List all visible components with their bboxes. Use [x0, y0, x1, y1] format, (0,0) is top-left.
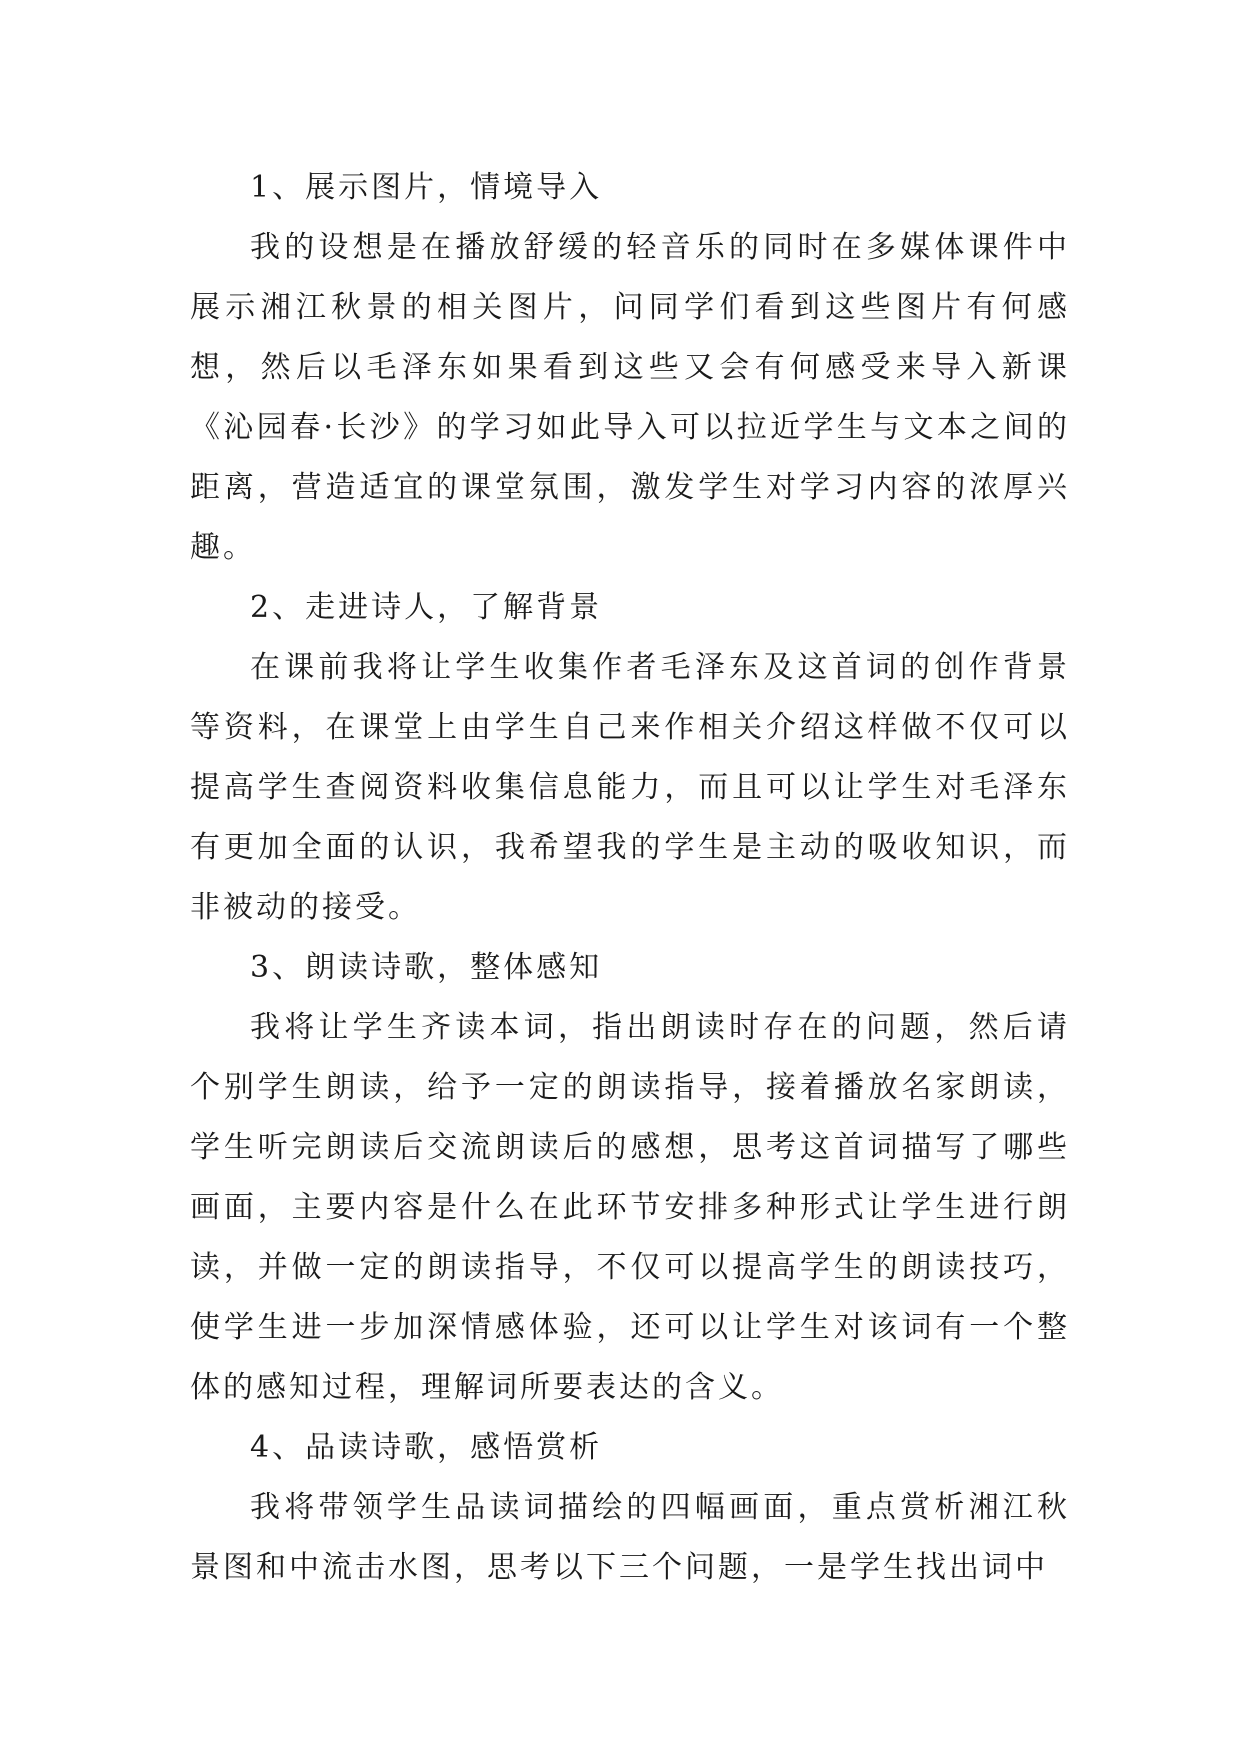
section-heading-2: 2、走进诗人，了解背景 [250, 590, 603, 625]
section-heading-4: 4、品读诗歌，感悟赏析 [250, 1430, 603, 1465]
section-heading-1: 1、展示图片，情境导入 [250, 170, 603, 205]
section-heading-3: 3、朗读诗歌，整体感知 [250, 950, 603, 985]
body-paragraph-4: 我将带领学生品读词描绘的四幅画面，重点赏析湘江秋景图和中流击水图，思考以下三个问题，一是学生找出词中 [190, 1490, 1070, 1585]
body-paragraph-2: 在课前我将让学生收集作者毛泽东及这首词的创作背景等资料，在课堂上由学生自己来作相关介绍这样做不仅可以提高学生查阅资料收集信息能力，而且可以让学生对毛泽东有更加全面的认识，我希望我的学生是主动的吸收知识，而非被动的接受。 [190, 650, 1070, 925]
document-body [190, 158, 1070, 1598]
body-paragraph-1: 我的设想是在播放舒缓的轻音乐的同时在多媒体课件中展示湘江秋景的相关图片，问同学们看到这些图片有何感想，然后以毛泽东如果看到这些又会有何感受来导入新课《沁园春·长沙》的学习如此导入可以拉近学生与文本之间的距离，营造适宜的课堂氛围，激发学生对学习内容的浓厚兴趣。 [190, 230, 1070, 565]
body-paragraph-3: 我将让学生齐读本词，指出朗读时存在的问题，然后请个别学生朗读，给予一定的朗读指导，接着播放名家朗读，学生听完朗读后交流朗读后的感想，思考这首词描写了哪些画面，主要内容是什么在此环节安排多种形式让学生进行朗读，并做一定的朗读指导，不仅可以提高学生的朗读技巧，使学生进一步加深情感体验，还可以让学生对该词有一个整体的感知过程，理解词所要表达的含义。 [190, 1010, 1070, 1405]
